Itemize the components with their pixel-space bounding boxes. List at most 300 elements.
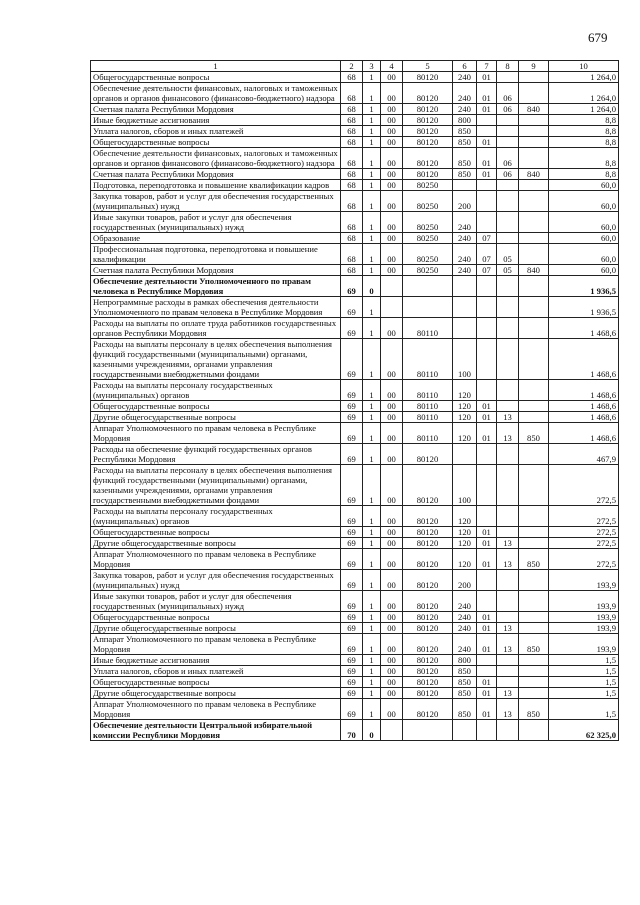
row-code-cell: 00 xyxy=(381,233,403,244)
row-code-cell: 01 xyxy=(477,688,497,699)
row-code-cell: 00 xyxy=(381,444,403,465)
row-code-cell: 850 xyxy=(519,549,549,570)
row-code-cell xyxy=(519,527,549,538)
header-cell: 9 xyxy=(519,61,549,72)
row-code-cell xyxy=(519,666,549,677)
row-code-cell: 80250 xyxy=(403,212,453,233)
row-code-cell: 80250 xyxy=(403,180,453,191)
row-code-cell xyxy=(477,115,497,126)
table-row xyxy=(91,180,619,191)
table-row xyxy=(91,191,619,212)
row-code-cell: 800 xyxy=(453,115,477,126)
row-code-cell: 69 xyxy=(341,444,363,465)
row-code-cell: 1 xyxy=(363,191,381,212)
row-code-cell: 00 xyxy=(381,538,403,549)
row-code-cell: 69 xyxy=(341,297,363,318)
row-amount-cell: 272,5 xyxy=(549,549,619,570)
row-code-cell: 01 xyxy=(477,634,497,655)
row-amount-cell: 1 468,6 xyxy=(549,380,619,401)
table-row xyxy=(91,401,619,412)
row-code-cell: 00 xyxy=(381,191,403,212)
row-code-cell: 01 xyxy=(477,612,497,623)
row-amount-cell: 1,5 xyxy=(549,699,619,720)
table-row xyxy=(91,720,619,741)
row-code-cell: 69 xyxy=(341,527,363,538)
row-code-cell xyxy=(381,276,403,297)
row-name-cell: Другие общегосударственные вопросы xyxy=(91,688,341,699)
row-code-cell: 00 xyxy=(381,666,403,677)
row-code-cell xyxy=(477,318,497,339)
row-code-cell: 240 xyxy=(453,623,477,634)
row-code-cell: 80120 xyxy=(403,570,453,591)
row-code-cell: 80120 xyxy=(403,666,453,677)
table-row xyxy=(91,570,619,591)
header-cell: 6 xyxy=(453,61,477,72)
row-code-cell: 00 xyxy=(381,688,403,699)
row-code-cell xyxy=(519,591,549,612)
row-code-cell xyxy=(497,527,519,538)
row-code-cell: 69 xyxy=(341,318,363,339)
row-code-cell xyxy=(497,570,519,591)
row-name-cell: Общегосударственные вопросы xyxy=(91,612,341,623)
row-code-cell: 01 xyxy=(477,169,497,180)
row-code-cell: 00 xyxy=(381,169,403,180)
row-code-cell: 00 xyxy=(381,339,403,380)
row-amount-cell: 1,5 xyxy=(549,666,619,677)
row-code-cell xyxy=(477,212,497,233)
row-name-cell: Профессиональная подготовка, переподготовка и повышение квалификации xyxy=(91,244,341,265)
row-code-cell xyxy=(453,180,477,191)
table-row xyxy=(91,655,619,666)
row-code-cell: 80120 xyxy=(403,688,453,699)
row-code-cell: 120 xyxy=(453,506,477,527)
row-code-cell: 06 xyxy=(497,169,519,180)
row-code-cell: 00 xyxy=(381,212,403,233)
row-amount-cell: 1 468,6 xyxy=(549,339,619,380)
row-code-cell: 01 xyxy=(477,137,497,148)
row-amount-cell: 272,5 xyxy=(549,506,619,527)
row-code-cell xyxy=(453,318,477,339)
row-code-cell: 70 xyxy=(341,720,363,741)
header-cell: 8 xyxy=(497,61,519,72)
table-row xyxy=(91,276,619,297)
row-code-cell: 00 xyxy=(381,72,403,83)
row-amount-cell: 1 468,6 xyxy=(549,423,619,444)
row-code-cell: 200 xyxy=(453,570,477,591)
header-row xyxy=(91,61,619,72)
row-name-cell: Аппарат Уполномоченного по правам человека в Республике Мордовия xyxy=(91,634,341,655)
table-row xyxy=(91,623,619,634)
row-code-cell: 69 xyxy=(341,570,363,591)
row-code-cell: 13 xyxy=(497,623,519,634)
row-code-cell: 80120 xyxy=(403,612,453,623)
row-code-cell xyxy=(497,444,519,465)
row-name-cell: Общегосударственные вопросы xyxy=(91,401,341,412)
row-code-cell xyxy=(519,465,549,506)
row-code-cell: 1 xyxy=(363,527,381,538)
row-code-cell: 1 xyxy=(363,169,381,180)
row-code-cell: 80120 xyxy=(403,126,453,137)
row-code-cell: 1 xyxy=(363,699,381,720)
row-code-cell: 00 xyxy=(381,570,403,591)
row-code-cell: 69 xyxy=(341,612,363,623)
row-code-cell: 68 xyxy=(341,72,363,83)
row-code-cell xyxy=(519,276,549,297)
row-code-cell: 1 xyxy=(363,380,381,401)
row-code-cell: 69 xyxy=(341,276,363,297)
row-code-cell xyxy=(477,666,497,677)
row-code-cell xyxy=(519,83,549,104)
row-code-cell xyxy=(477,126,497,137)
row-code-cell: 13 xyxy=(497,688,519,699)
row-amount-cell: 8,8 xyxy=(549,115,619,126)
table-row xyxy=(91,465,619,506)
row-code-cell xyxy=(497,666,519,677)
row-name-cell: Аппарат Уполномоченного по правам человека в Республике Мордовия xyxy=(91,423,341,444)
table-row xyxy=(91,72,619,83)
row-code-cell: 68 xyxy=(341,265,363,276)
row-amount-cell: 272,5 xyxy=(549,465,619,506)
header-cell: 5 xyxy=(403,61,453,72)
row-code-cell: 01 xyxy=(477,677,497,688)
row-code-cell: 1 xyxy=(363,180,381,191)
header-cell: 4 xyxy=(381,61,403,72)
row-code-cell xyxy=(519,677,549,688)
row-code-cell xyxy=(519,137,549,148)
row-code-cell: 01 xyxy=(477,148,497,169)
row-code-cell xyxy=(477,506,497,527)
row-code-cell: 01 xyxy=(477,104,497,115)
row-name-cell: Расходы на выплаты персоналу государственных (муниципальных) органов xyxy=(91,506,341,527)
row-name-cell: Счетная палата Республики Мордовия xyxy=(91,104,341,115)
row-code-cell: 100 xyxy=(453,465,477,506)
row-code-cell: 80120 xyxy=(403,655,453,666)
row-code-cell xyxy=(477,444,497,465)
row-code-cell: 80250 xyxy=(403,244,453,265)
row-code-cell: 01 xyxy=(477,538,497,549)
row-code-cell: 69 xyxy=(341,423,363,444)
row-code-cell: 840 xyxy=(519,265,549,276)
row-code-cell xyxy=(519,380,549,401)
table-row xyxy=(91,688,619,699)
row-code-cell: 00 xyxy=(381,318,403,339)
row-code-cell: 00 xyxy=(381,83,403,104)
row-name-cell: Общегосударственные вопросы xyxy=(91,72,341,83)
row-code-cell: 800 xyxy=(453,655,477,666)
row-code-cell: 68 xyxy=(341,169,363,180)
row-name-cell: Общегосударственные вопросы xyxy=(91,677,341,688)
row-code-cell xyxy=(497,612,519,623)
row-code-cell: 240 xyxy=(453,104,477,115)
row-code-cell xyxy=(403,297,453,318)
row-code-cell xyxy=(477,655,497,666)
row-code-cell: 80120 xyxy=(403,104,453,115)
row-code-cell: 120 xyxy=(453,423,477,444)
row-code-cell: 1 xyxy=(363,655,381,666)
row-code-cell xyxy=(497,465,519,506)
row-code-cell: 1 xyxy=(363,688,381,699)
row-code-cell: 1 xyxy=(363,423,381,444)
row-code-cell xyxy=(519,126,549,137)
row-code-cell: 1 xyxy=(363,297,381,318)
table-row xyxy=(91,318,619,339)
row-name-cell: Расходы на выплаты по оплате труда работников государственных органов Республики Мордовия xyxy=(91,318,341,339)
row-code-cell: 1 xyxy=(363,570,381,591)
row-code-cell: 69 xyxy=(341,465,363,506)
row-code-cell: 0 xyxy=(363,276,381,297)
row-code-cell: 00 xyxy=(381,527,403,538)
table-row xyxy=(91,244,619,265)
row-code-cell: 01 xyxy=(477,699,497,720)
row-name-cell: Расходы на выплаты персоналу в целях обеспечения выполнения функций государственными (муниципальными) органами, казенными учреждениями, органами управления государственными внебюджетными фондами xyxy=(91,465,341,506)
row-name-cell: Уплата налогов, сборов и иных платежей xyxy=(91,126,341,137)
row-code-cell: 80110 xyxy=(403,339,453,380)
row-code-cell xyxy=(519,115,549,126)
row-code-cell xyxy=(497,380,519,401)
row-amount-cell: 60,0 xyxy=(549,265,619,276)
row-name-cell: Закупка товаров, работ и услуг для обеспечения государственных (муниципальных) нужд xyxy=(91,570,341,591)
row-amount-cell: 8,8 xyxy=(549,148,619,169)
row-code-cell xyxy=(403,276,453,297)
row-code-cell: 120 xyxy=(453,401,477,412)
row-code-cell: 68 xyxy=(341,180,363,191)
row-amount-cell: 1 264,0 xyxy=(549,72,619,83)
row-code-cell: 68 xyxy=(341,191,363,212)
row-amount-cell: 1 468,6 xyxy=(549,401,619,412)
row-code-cell xyxy=(519,318,549,339)
row-code-cell: 68 xyxy=(341,244,363,265)
row-code-cell: 850 xyxy=(453,148,477,169)
row-code-cell: 1 xyxy=(363,137,381,148)
table-row xyxy=(91,297,619,318)
row-code-cell: 69 xyxy=(341,666,363,677)
row-code-cell: 00 xyxy=(381,612,403,623)
row-code-cell xyxy=(403,720,453,741)
header-cell: 10 xyxy=(549,61,619,72)
row-code-cell: 69 xyxy=(341,506,363,527)
row-code-cell: 240 xyxy=(453,265,477,276)
row-code-cell xyxy=(477,339,497,380)
row-name-cell: Иные бюджетные ассигнования xyxy=(91,655,341,666)
row-code-cell: 06 xyxy=(497,83,519,104)
row-name-cell: Общегосударственные вопросы xyxy=(91,137,341,148)
row-code-cell xyxy=(453,720,477,741)
table-row xyxy=(91,126,619,137)
row-code-cell xyxy=(497,115,519,126)
row-name-cell: Счетная палата Республики Мордовия xyxy=(91,169,341,180)
table-row xyxy=(91,444,619,465)
row-code-cell: 69 xyxy=(341,401,363,412)
row-code-cell: 240 xyxy=(453,233,477,244)
row-code-cell xyxy=(519,623,549,634)
row-code-cell: 1 xyxy=(363,339,381,380)
row-amount-cell: 60,0 xyxy=(549,233,619,244)
row-code-cell: 06 xyxy=(497,104,519,115)
row-code-cell xyxy=(381,720,403,741)
row-code-cell: 06 xyxy=(497,148,519,169)
table-row xyxy=(91,591,619,612)
row-code-cell: 1 xyxy=(363,401,381,412)
row-code-cell: 68 xyxy=(341,104,363,115)
row-code-cell: 1 xyxy=(363,104,381,115)
row-amount-cell: 1,5 xyxy=(549,688,619,699)
row-name-cell: Непрограммные расходы в рамках обеспечения деятельности Уполномоченного по правам человека в Республике Мордовия xyxy=(91,297,341,318)
table-row xyxy=(91,83,619,104)
row-name-cell: Расходы на выплаты персоналу в целях обеспечения выполнения функций государственными (муниципальными) органами, казенными учреждениями, органами управления государственными внебюджетными фондами xyxy=(91,339,341,380)
row-code-cell xyxy=(497,655,519,666)
row-code-cell: 00 xyxy=(381,591,403,612)
row-code-cell: 240 xyxy=(453,634,477,655)
row-code-cell xyxy=(497,126,519,137)
table-row xyxy=(91,527,619,538)
row-code-cell xyxy=(519,191,549,212)
row-code-cell: 00 xyxy=(381,265,403,276)
row-amount-cell: 8,8 xyxy=(549,169,619,180)
row-code-cell: 0 xyxy=(363,720,381,741)
row-code-cell: 00 xyxy=(381,380,403,401)
row-code-cell: 01 xyxy=(477,72,497,83)
table-row xyxy=(91,265,619,276)
row-code-cell: 00 xyxy=(381,677,403,688)
table-row xyxy=(91,612,619,623)
table-row xyxy=(91,506,619,527)
row-code-cell: 05 xyxy=(497,244,519,265)
row-code-cell: 05 xyxy=(497,265,519,276)
row-code-cell xyxy=(519,233,549,244)
row-name-cell: Другие общегосударственные вопросы xyxy=(91,412,341,423)
row-name-cell: Обеспечение деятельности финансовых, налоговых и таможенных органов и органов финансового (финансово-бюджетного) надзора xyxy=(91,83,341,104)
row-code-cell: 69 xyxy=(341,699,363,720)
row-amount-cell: 1 468,6 xyxy=(549,412,619,423)
row-amount-cell: 1 936,5 xyxy=(549,297,619,318)
row-code-cell xyxy=(477,191,497,212)
row-code-cell: 80120 xyxy=(403,137,453,148)
row-amount-cell: 193,9 xyxy=(549,570,619,591)
row-amount-cell: 193,9 xyxy=(549,612,619,623)
budget-table xyxy=(90,60,619,741)
row-code-cell: 1 xyxy=(363,318,381,339)
row-code-cell: 00 xyxy=(381,180,403,191)
row-code-cell: 00 xyxy=(381,244,403,265)
row-code-cell xyxy=(519,720,549,741)
row-code-cell xyxy=(453,297,477,318)
row-code-cell: 120 xyxy=(453,380,477,401)
row-code-cell: 80120 xyxy=(403,623,453,634)
row-code-cell: 68 xyxy=(341,212,363,233)
row-code-cell: 850 xyxy=(453,699,477,720)
row-amount-cell: 272,5 xyxy=(549,538,619,549)
row-code-cell: 80120 xyxy=(403,549,453,570)
table-row xyxy=(91,169,619,180)
row-code-cell xyxy=(519,212,549,233)
row-code-cell: 07 xyxy=(477,244,497,265)
row-code-cell xyxy=(519,570,549,591)
row-code-cell: 07 xyxy=(477,265,497,276)
row-code-cell: 68 xyxy=(341,233,363,244)
table-row xyxy=(91,148,619,169)
row-code-cell: 01 xyxy=(477,83,497,104)
row-code-cell xyxy=(497,297,519,318)
row-code-cell: 00 xyxy=(381,137,403,148)
row-name-cell: Аппарат Уполномоченного по правам человека в Республике Мордовия xyxy=(91,699,341,720)
row-amount-cell: 60,0 xyxy=(549,212,619,233)
row-code-cell: 00 xyxy=(381,623,403,634)
row-code-cell: 80120 xyxy=(403,699,453,720)
row-code-cell: 1 xyxy=(363,538,381,549)
row-code-cell xyxy=(519,612,549,623)
row-name-cell: Другие общегосударственные вопросы xyxy=(91,623,341,634)
row-amount-cell: 60,0 xyxy=(549,180,619,191)
row-name-cell: Счетная палата Республики Мордовия xyxy=(91,265,341,276)
row-code-cell xyxy=(497,233,519,244)
row-code-cell xyxy=(497,677,519,688)
row-name-cell: Иные бюджетные ассигнования xyxy=(91,115,341,126)
row-code-cell: 80120 xyxy=(403,538,453,549)
row-code-cell xyxy=(519,180,549,191)
row-code-cell: 80120 xyxy=(403,465,453,506)
row-code-cell: 00 xyxy=(381,634,403,655)
row-code-cell: 1 xyxy=(363,634,381,655)
row-code-cell: 850 xyxy=(453,126,477,137)
row-code-cell: 80120 xyxy=(403,677,453,688)
row-amount-cell: 60,0 xyxy=(549,244,619,265)
row-code-cell: 840 xyxy=(519,169,549,180)
row-code-cell: 07 xyxy=(477,233,497,244)
row-code-cell: 80120 xyxy=(403,115,453,126)
row-code-cell: 80250 xyxy=(403,265,453,276)
table-row xyxy=(91,339,619,380)
row-code-cell: 240 xyxy=(453,212,477,233)
row-code-cell: 01 xyxy=(477,527,497,538)
row-code-cell xyxy=(519,339,549,380)
row-code-cell xyxy=(497,318,519,339)
row-code-cell: 1 xyxy=(363,666,381,677)
row-code-cell xyxy=(519,506,549,527)
header-cell: 1 xyxy=(91,61,341,72)
row-code-cell: 68 xyxy=(341,83,363,104)
row-code-cell: 68 xyxy=(341,126,363,137)
row-code-cell: 1 xyxy=(363,623,381,634)
row-code-cell: 80250 xyxy=(403,233,453,244)
row-code-cell: 1 xyxy=(363,148,381,169)
row-code-cell xyxy=(477,180,497,191)
row-code-cell: 69 xyxy=(341,549,363,570)
row-code-cell: 01 xyxy=(477,412,497,423)
row-code-cell xyxy=(519,297,549,318)
row-code-cell: 80120 xyxy=(403,83,453,104)
row-code-cell: 80120 xyxy=(403,148,453,169)
row-code-cell: 13 xyxy=(497,412,519,423)
row-name-cell: Общегосударственные вопросы xyxy=(91,527,341,538)
row-code-cell: 00 xyxy=(381,401,403,412)
row-code-cell xyxy=(519,412,549,423)
row-code-cell: 68 xyxy=(341,137,363,148)
table-row xyxy=(91,233,619,244)
row-code-cell: 80120 xyxy=(403,444,453,465)
row-name-cell: Расходы на обеспечение функций государственных органов Республики Мордовия xyxy=(91,444,341,465)
row-code-cell: 00 xyxy=(381,412,403,423)
table-row xyxy=(91,699,619,720)
row-code-cell: 69 xyxy=(341,412,363,423)
row-code-cell: 00 xyxy=(381,655,403,666)
row-code-cell: 80120 xyxy=(403,506,453,527)
row-code-cell: 00 xyxy=(381,104,403,115)
row-code-cell: 80110 xyxy=(403,412,453,423)
row-amount-cell: 193,9 xyxy=(549,591,619,612)
row-code-cell: 00 xyxy=(381,465,403,506)
row-code-cell: 80120 xyxy=(403,634,453,655)
row-code-cell: 80120 xyxy=(403,169,453,180)
